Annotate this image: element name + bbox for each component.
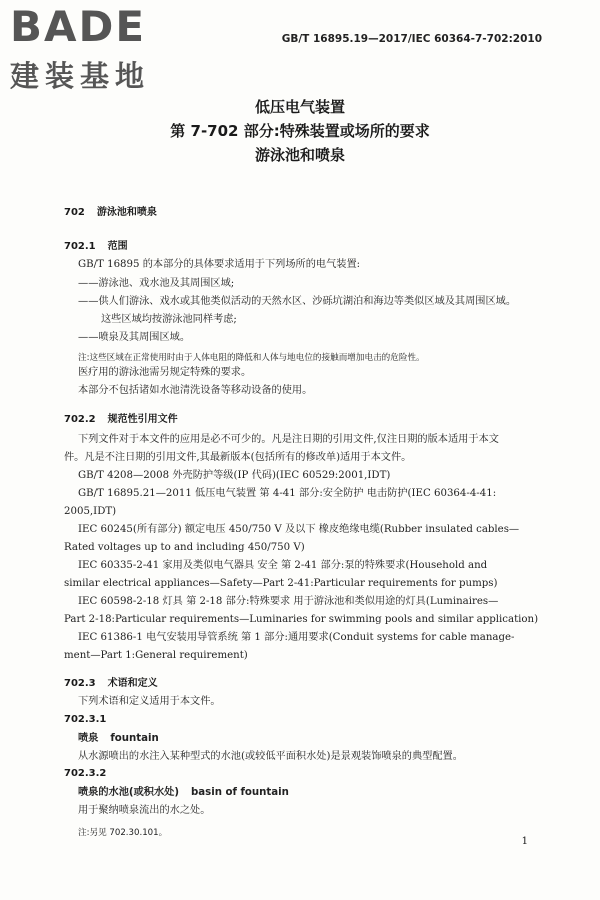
ref-1: GB/T 4208—2008 外壳防护等级(IP 代码)(IEC 60529:2001,IDT) <box>78 470 391 481</box>
ref-2a: GB/T 16895.21—2011 低压电气装置 第 4-41 部分:安全防护 电击防护(IEC 60364-4-41: <box>78 488 497 499</box>
section-number: 702.1 <box>64 241 96 252</box>
page-number: 1 <box>521 836 528 847</box>
term-2-heading <box>78 786 289 800</box>
ref-4b: similar electrical appliances—Safety—Part 2-41:Particular requirements for pumps) <box>64 578 498 589</box>
ref-5b: Part 2-18:Particular requirements—Luminaries for swimming pools and similar application) <box>64 614 539 625</box>
ref-5a: IEC 60598-2-18 灯具 第 2-18 部分:特殊要求 用于游泳池和类似用途的灯具(Luminaires— <box>78 596 499 607</box>
logo-chinese: 建装基地 <box>10 59 151 93</box>
title-line-2: 第 7-702 部分:特殊装置或场所的要求 <box>170 122 430 140</box>
scope-line-1: 医疗用的游泳池需另规定特殊的要求。 <box>78 367 252 378</box>
scope-item-2-cont: 这些区域均按游泳池同样考虑; <box>101 314 237 325</box>
section-702-heading <box>64 203 157 218</box>
refs-intro-1: 下列文件对于本文件的应用是必不可少的。凡是注日期的引用文件,仅注日期的版本适用于本文 <box>78 434 499 445</box>
refs-intro-2: 件。凡是不注日期的引用文件,其最新版本(包括所有的修改单)适用于本文件。 <box>64 452 412 463</box>
term-1-en: fountain <box>110 733 159 744</box>
section-7023-heading <box>64 674 158 689</box>
term-2-en: basin of fountain <box>191 787 289 798</box>
section-number: 702 <box>64 207 85 218</box>
ref-4a: IEC 60335-2-41 家用及类似电气器具 安全 第 2-41 部分:泵的特殊要求(Household and <box>78 560 488 571</box>
section-number: 702.2 <box>64 414 96 425</box>
section-title: 规范性引用文件 <box>107 414 178 425</box>
section-7022-heading <box>64 410 178 425</box>
ref-3b: Rated voltages up to and including 450/750 V) <box>64 542 305 553</box>
ref-3a: IEC 60245(所有部分) 额定电压 450/750 V 及以下 橡皮绝缘电缆(Rubber insulated cables— <box>78 524 520 535</box>
section-title: 范围 <box>107 241 128 252</box>
scope-line-2: 本部分不包括诸如水池清洗设备等移动设备的使用。 <box>78 385 313 396</box>
section-title: 游泳池和喷泉 <box>96 207 157 218</box>
term-2-number: 702.3.2 <box>64 768 107 779</box>
term-1-number: 702.3.1 <box>64 714 107 725</box>
scope-item-3: ——喷泉及其周围区域。 <box>78 332 191 343</box>
term-1-heading <box>78 732 159 746</box>
scope-intro: GB/T 16895 的本部分的具体要求适用于下列场所的电气装置: <box>78 259 361 270</box>
title-line-1: 低压电气装置 <box>254 98 345 116</box>
section-number: 702.3 <box>64 678 96 689</box>
section-7021-heading <box>64 237 128 252</box>
term-2-note: 注:另见 702.30.101。 <box>78 828 168 838</box>
term-2-cn: 喷泉的水池(或积水处) <box>78 787 179 798</box>
ref-6b: ment—Part 1:General requirement) <box>64 650 248 661</box>
logo-wordmark: BADE <box>10 2 147 51</box>
scope-note: 注:这些区域在正常使用时由于人体电阻的降低和人体与地电位的接触而增加电击的危险性。 <box>78 353 425 363</box>
ref-6a: IEC 61386-1 电气安装用导管系统 第 1 部分:通用要求(Conduit systems for cable manage- <box>78 632 515 643</box>
section-title: 术语和定义 <box>107 678 158 689</box>
terms-intro: 下列术语和定义适用于本文件。 <box>78 696 221 707</box>
term-1-cn: 喷泉 <box>78 733 99 744</box>
ref-2b: 2005,IDT) <box>64 506 117 517</box>
standard-number: GB/T 16895.19—2017/IEC 60364-7-702:2010 <box>281 33 542 45</box>
title-line-3: 游泳池和喷泉 <box>254 146 345 164</box>
scope-item-2: ——供人们游泳、戏水或其他类似活动的天然水区、沙砾坑湖泊和海边等类似区域及其周围区域。 <box>78 296 517 307</box>
term-2-definition: 用于聚纳喷泉流出的水之处。 <box>78 805 211 816</box>
term-1-definition: 从水源喷出的水注入某种型式的水池(或较低平面积水处)是景观装饰喷泉的典型配置。 <box>78 751 463 762</box>
scope-item-1: ——游泳池、戏水池及其周围区域; <box>78 278 235 289</box>
